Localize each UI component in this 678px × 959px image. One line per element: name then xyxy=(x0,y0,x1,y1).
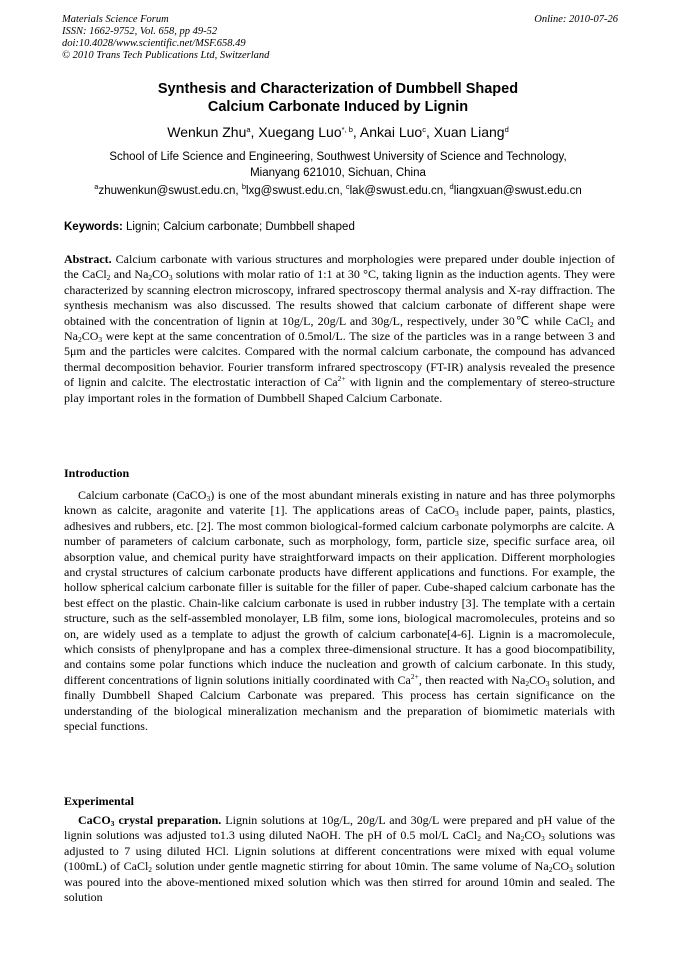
text-run: with lignin and the complementary of stereo-structure play important roles in the formation of Dumbbell Shaped Calcium Carbonate. xyxy=(64,375,615,405)
text-run: and Na xyxy=(64,313,616,344)
author-1: Wenkun Zhu$^a$, xyxy=(167,124,259,140)
text-run: Calcium carbonate (CaCO xyxy=(78,488,207,502)
subscript: 2 xyxy=(148,273,153,283)
experimental-paragraph xyxy=(64,813,615,905)
text-run: Lignin solutions at 10g/L, 20g/L and 30g/L were prepared and pH value of the lignin solutions was adjusted to1.3 using diluted NaOH. The pH of 0.5 mol/L CaCl xyxy=(64,813,615,843)
affiliation xyxy=(62,149,614,181)
author-3: Ankai Luo$^c$, xyxy=(359,124,434,140)
subscript: 2 xyxy=(520,834,525,844)
subscript: 2 xyxy=(525,678,530,688)
title-line-2: Calcium Carbonate Induced by Lignin xyxy=(207,99,469,115)
introduction-paragraph xyxy=(64,488,615,735)
email-1: $^a$zhuwenkun@swust.edu.cn, xyxy=(94,182,242,197)
subscript: 2 xyxy=(477,834,481,844)
experimental-heading: Experimental xyxy=(64,794,134,808)
text-run: were kept at the same concentration of 0.5mol/L. The size of the particles was in a range between 3 and 5μm and the particles were calcites. Compared with the normal calcium carbonate, the compound has advanced thermal decomposition behavior. Fourier transform infrared spectroscopy (FT-IR) analysis revealed the presence of lignin and calcite. The electrostatic interaction of Ca xyxy=(64,329,615,390)
experimental-subheading xyxy=(78,813,221,827)
subscript: 3 xyxy=(569,865,573,875)
superscript: 2+ xyxy=(337,374,346,384)
text-run: CO xyxy=(152,267,169,282)
copyright-line: © 2010 Trans Tech Publications Ltd, Switzerland xyxy=(62,50,270,61)
text-run: CO xyxy=(524,828,541,843)
journal-name: Materials Science Forum xyxy=(62,14,169,25)
introduction-heading: Introduction xyxy=(64,466,130,480)
abstract-label: Abstract. xyxy=(64,252,112,266)
keywords-label: Keywords: xyxy=(64,221,123,233)
text-run: solution was poured into the above-mentioned mixed solution which was then stirred for around 10min and sealed. The solution xyxy=(64,859,616,905)
subscript: 3 xyxy=(545,678,550,688)
text-run: solutions with molar ratio of 1:1 at 30 °C, taking lignin as the induction agents. They were characterized by scanning electron microscopy, infrared spectroscopy thermal analysis and X-ray diffraction. The synthesis mechanism was also discussed. The results showed that calcium carbonate of different shape were obtained with the concentration of lignin at 10g/L, 20g/L and 30g/L, respectively, under 30℃ while CaCl xyxy=(64,267,616,328)
email-list xyxy=(62,184,614,198)
superscript: 2+ xyxy=(410,671,419,681)
text-run: and Na xyxy=(110,267,149,282)
keywords xyxy=(64,220,616,234)
keywords-text: Lignin; Calcium carbonate; Dumbbell shaped xyxy=(122,221,355,233)
subscript: 3 xyxy=(540,834,545,844)
text-run: solution under gentle magnetic stirring for about 10min. The same volume of Na xyxy=(152,859,549,874)
text-run: CO xyxy=(552,859,570,874)
abstract-text xyxy=(64,252,615,405)
subscript: 2 xyxy=(589,319,594,329)
email-3: $^c$lak@swust.edu.cn, xyxy=(345,182,450,197)
author-4: Xuan Liang$^d$ xyxy=(433,124,509,140)
text-run: solutions was adjusted to 7 using diluted HCl. Lignin solutions at different concentrations were mixed with equal volume (100mL) of CaCl xyxy=(64,828,615,874)
author-list xyxy=(62,123,614,141)
author-2: Xuegang Luo$^{*, b}$, xyxy=(258,124,360,140)
subscript: 3 xyxy=(98,335,103,345)
title-line-1: Synthesis and Characterization of Dumbbell Shaped xyxy=(157,81,519,97)
subscript: 2 xyxy=(548,865,553,875)
subscript: 2 xyxy=(148,865,153,875)
subscript: 2 xyxy=(106,273,111,283)
text-run: crystal preparation. xyxy=(114,813,222,827)
journal-header xyxy=(62,14,618,62)
affiliation-line-2: Mianyang 621010, Sichuan, China xyxy=(250,167,426,179)
text-run: solution, and finally Dumbbell Shaped Calcium Carbonate was prepared. This process has certain significance on the understanding of the biological mineralization mechanism and the preparation of biomimetic materials with special functions. xyxy=(64,672,615,734)
subscript: 3 xyxy=(206,494,211,503)
abstract xyxy=(64,252,615,406)
subscript: 3 xyxy=(168,273,173,283)
online-date: Online: 2010-07-26 xyxy=(534,14,618,25)
text-run: CO xyxy=(81,329,99,344)
text-run: and Na xyxy=(480,828,521,843)
text-run: include paper, paints, plastics, adhesives and rubbers, etc. [2]. The most common biological-formed calcium carbonate polymorphs are calcite. A number of parameters of calcium carbonate, such as morphology, form, particle size, specific surface area, oil absorption value, and chemical purity have straightforward impacts on their application. Different morphologies and crystal structures of calcium carbonate products have different applications and functions. For example, the hollow spherical calcium carbonate filler is suitable for the filler of paper. Cube-shaped calcium carbonate has the best effect on the plastic. Chain-like calcium carbonate is used in rubber industry [3]. The template with a certain structure, such as the self-assembled monolayer, LB film, some ions, biological macromolecules, proteins and so on, are widely used as a template to adjust the growth of calcium carbonate[4-6]. Lignin is a macromolecule, which consists of phenylpropane and has a complex three-dimensional structure. It has a good biocompatibility, and contains some polar functions which induce the nucleation and growth of calcium carbonate. In this study, different concentrations of lignin solutions initially coordinated with Ca xyxy=(64,503,615,687)
paper-title xyxy=(62,80,614,116)
issn-line: ISSN: 1662-9752, Vol. 658, pp 49-52 xyxy=(62,26,218,37)
text-run: CO xyxy=(529,672,546,687)
email-4: $^d$liangxuan@swust.edu.cn xyxy=(449,182,582,197)
text-run: CaCO xyxy=(78,813,111,827)
text-run: ) is one of the most abundant minerals existing in nature and has three polymorphs known as calcite, aragonite and vaterite [1]. The applications areas of CaCO xyxy=(64,488,615,518)
text-run: , then reacted with Na xyxy=(418,672,526,687)
subscript: 2 xyxy=(78,335,82,345)
email-2: $^b$lxg@swust.edu.cn, xyxy=(241,182,346,197)
subscript: 3 xyxy=(110,819,115,828)
affiliation-line-1: School of Life Science and Engineering, Southwest University of Science and Technology, xyxy=(109,151,567,163)
doi-line: doi:10.4028/www.scientific.net/MSF.658.49 xyxy=(62,38,246,49)
subscript: 3 xyxy=(454,509,459,519)
text-run: Calcium carbonate with various structures and morphologies were prepared under double injection of the CaCl xyxy=(64,252,615,282)
